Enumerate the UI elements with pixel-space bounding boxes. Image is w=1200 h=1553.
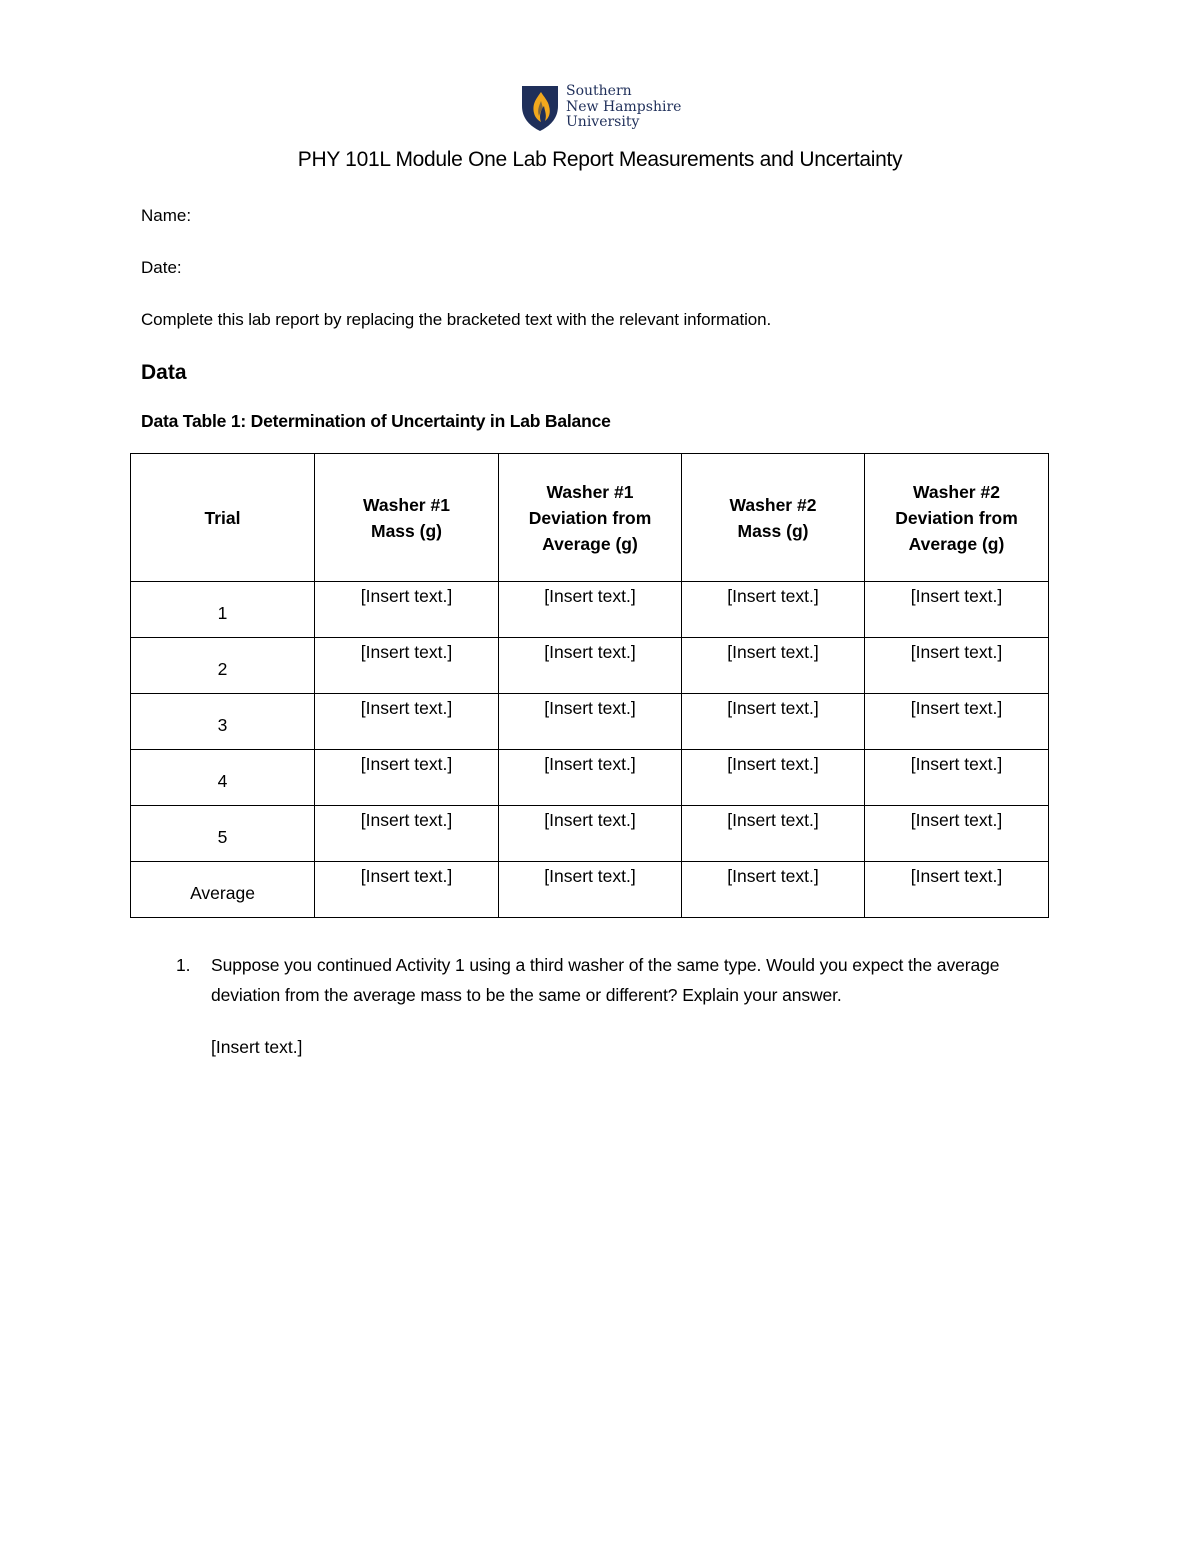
cell-placeholder[interactable]: [Insert text.] [727,810,819,830]
cell-placeholder[interactable]: [Insert text.] [544,810,636,830]
header-text: Mass (g) [737,520,809,541]
header-text: Washer #1 [363,494,450,515]
table-row [131,862,1049,918]
value-cell[interactable] [865,694,1049,750]
question-text: Suppose you continued Activity 1 using a third washer of the same type. Would you expect the average deviation from the average mass to be the same or different? Explain your answer. [211,955,1000,1005]
value-cell[interactable] [499,750,682,806]
header-text: Deviation from [895,507,1018,528]
value-cell[interactable] [865,862,1049,918]
data-table [130,453,1049,918]
cell-placeholder[interactable]: [Insert text.] [727,754,819,774]
logo-line-3: University [566,114,640,130]
trial-label: 1 [217,603,228,623]
header-washer1-mass [315,454,499,582]
trial-cell [131,582,315,638]
trial-label: 3 [217,715,228,735]
value-cell[interactable] [315,582,499,638]
value-cell[interactable] [865,806,1049,862]
header-text: Washer #2 [729,494,817,515]
table-row [131,806,1049,862]
logo-line-2: New Hampshire [566,98,682,115]
cell-placeholder[interactable]: [Insert text.] [727,586,819,606]
cell-placeholder[interactable]: [Insert text.] [544,754,636,774]
cell-placeholder[interactable]: [Insert text.] [727,698,819,718]
header-text: Average (g) [908,533,1005,554]
table-header-row [131,454,1049,582]
table-row [131,638,1049,694]
trial-cell [131,806,315,862]
value-cell[interactable] [682,582,865,638]
cell-placeholder[interactable]: [Insert text.] [910,754,1003,774]
document-title: PHY 101L Module One Lab Report Measurements and Uncertainty [297,148,903,171]
name-field-label: Name: [141,206,192,225]
instructions-text: Complete this lab report by replacing the bracketed text with the relevant information. [141,310,772,329]
shield-flame-icon [520,84,560,132]
cell-placeholder[interactable]: [Insert text.] [544,866,636,886]
trial-label: Average [190,883,255,903]
trial-label: 2 [217,659,228,679]
header-text: Trial [204,507,241,528]
value-cell[interactable] [315,750,499,806]
table-row [131,750,1049,806]
trial-cell [131,694,315,750]
cell-placeholder[interactable]: [Insert text.] [910,810,1003,830]
trial-label: 5 [217,827,228,847]
header-text: Average (g) [542,533,638,554]
header-washer2-mass [682,454,865,582]
answer-placeholder[interactable]: [Insert text.] [211,1037,303,1057]
header-text: Washer #2 [913,481,1000,502]
cell-placeholder[interactable]: [Insert text.] [910,642,1003,662]
header-washer1-deviation [499,454,682,582]
logo-wordmark [566,84,681,131]
cell-placeholder[interactable]: [Insert text.] [910,698,1003,718]
date-field-label: Date: [141,258,182,277]
value-cell[interactable] [865,750,1049,806]
value-cell[interactable] [499,694,682,750]
cell-placeholder[interactable]: [Insert text.] [360,642,453,662]
value-cell[interactable] [682,806,865,862]
university-logo [520,84,690,134]
header-trial [131,454,315,582]
value-cell[interactable] [682,750,865,806]
trial-cell [131,862,315,918]
header-washer2-deviation [865,454,1049,582]
trial-cell [131,638,315,694]
cell-placeholder[interactable]: [Insert text.] [360,810,453,830]
logo-line-1: Southern [566,83,632,99]
cell-placeholder[interactable]: [Insert text.] [544,698,636,718]
cell-placeholder[interactable]: [Insert text.] [544,586,636,606]
cell-placeholder[interactable]: [Insert text.] [910,586,1003,606]
cell-placeholder[interactable]: [Insert text.] [910,866,1003,886]
value-cell[interactable] [865,582,1049,638]
table-row [131,694,1049,750]
cell-placeholder[interactable]: [Insert text.] [727,642,819,662]
value-cell[interactable] [682,862,865,918]
cell-placeholder[interactable]: [Insert text.] [360,698,453,718]
question-number: 1. [176,955,191,975]
cell-placeholder[interactable]: [Insert text.] [360,866,453,886]
header-text: Mass (g) [371,520,442,541]
trial-cell [131,750,315,806]
value-cell[interactable] [315,638,499,694]
table-caption: Data Table 1: Determination of Uncertainty in Lab Balance [141,411,611,431]
value-cell[interactable] [682,638,865,694]
header-text: Washer #1 [546,481,634,502]
value-cell[interactable] [315,694,499,750]
value-cell[interactable] [315,862,499,918]
cell-placeholder[interactable]: [Insert text.] [360,586,453,606]
value-cell[interactable] [499,862,682,918]
cell-placeholder[interactable]: [Insert text.] [360,754,453,774]
value-cell[interactable] [499,806,682,862]
section-heading-data: Data [141,361,187,384]
cell-placeholder[interactable]: [Insert text.] [544,642,636,662]
value-cell[interactable] [499,582,682,638]
value-cell[interactable] [315,806,499,862]
trial-label: 4 [217,771,228,791]
table-row [131,582,1049,638]
value-cell[interactable] [499,638,682,694]
value-cell[interactable] [682,694,865,750]
value-cell[interactable] [865,638,1049,694]
cell-placeholder[interactable]: [Insert text.] [727,866,819,886]
header-text: Deviation from [528,507,652,528]
